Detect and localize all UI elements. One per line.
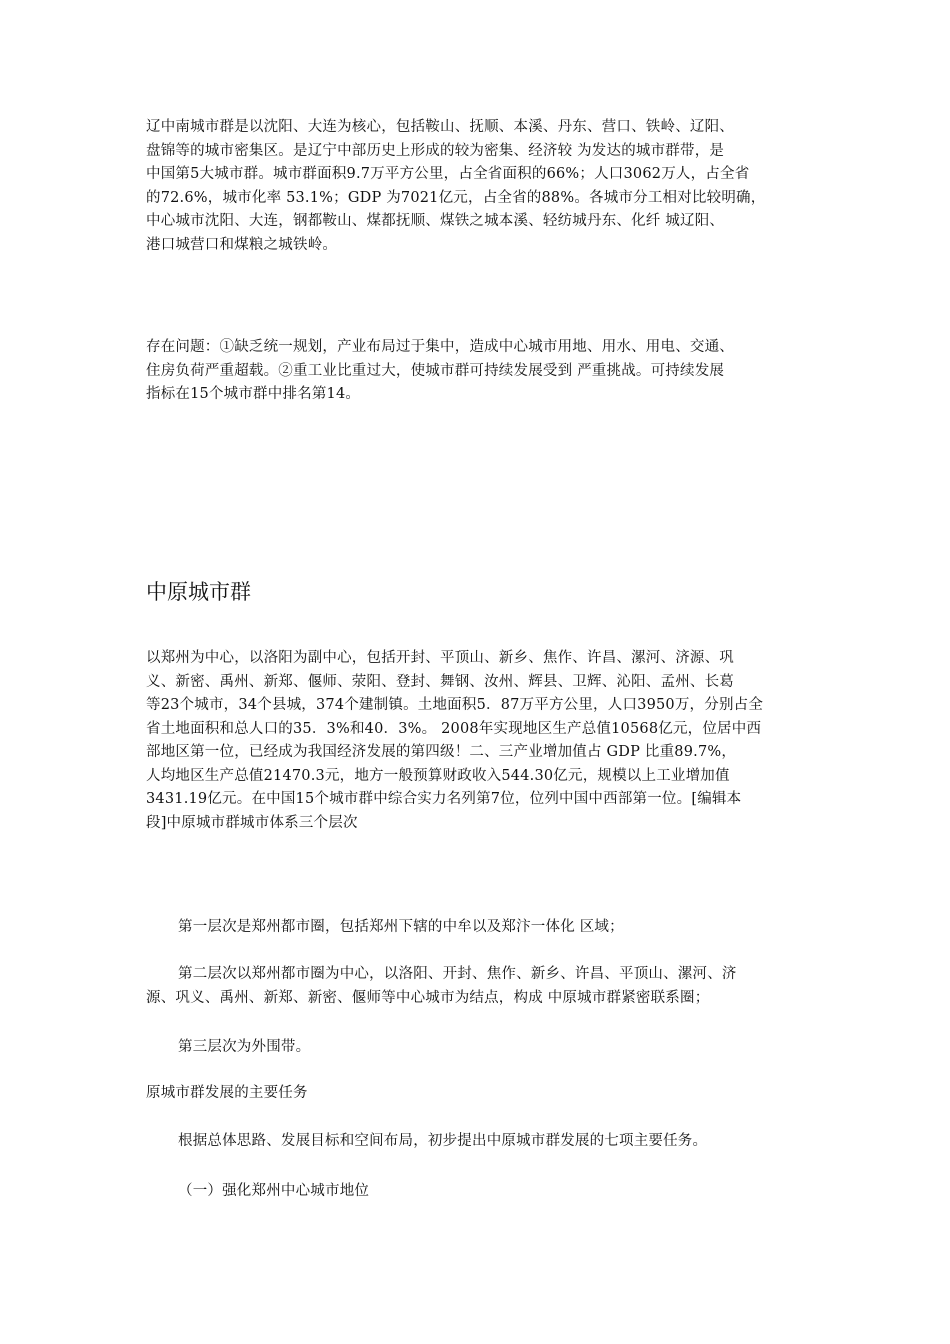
section-heading: 中原城市群 [146,580,251,604]
text-line: 部地区第一位，已经成为我国经济发展的第四级！二、三产业增加值占 GDP 比重89.7%， [146,744,737,760]
layer2-paragraph [146,963,811,1010]
text-line: 以郑州为中心，以洛阳为副中心，包括开封、平顶山、新乡、焦作、许昌、漯河、济源、巩 [146,650,734,666]
subheading: 原城市群发展的主要任务 [146,1085,308,1101]
text-line: 中心城市沈阳、大连，钢都鞍山、煤都抚顺、煤铁之城本溪、轻纺城丹东、化纤 城辽阳、 [146,213,725,229]
text-line: 人均地区生产总值21470.3元，地方一般预算财政收入544.30亿元，规模以上工业增加值 [146,767,730,784]
text-line: 辽中南城市群是以沈阳、大连为核心，包括鞍山、抚顺、本溪、丹东、营口、铁岭、辽阳、 [146,119,734,135]
text-line: 段]中原城市群城市体系三个层次 [146,814,358,831]
tasks-intro-paragraph: 根据总体思路、发展目标和空间布局，初步提出中原城市群发展的七项主要任务。 [178,1133,708,1149]
text-line: 省土地面积和总人口的35．3%和40．3%。 2008年实现地区生产总值10568亿元，位居中西 [146,720,762,737]
task1-heading: （一）强化郑州中心城市地位 [178,1183,370,1199]
layer3-paragraph: 第三层次为外围带。 [178,1039,311,1055]
text-line: 的72.6%，城市化率 53.1%；GDP 为7021亿元，占全省的88%。各城市分工相对比较明确， [146,189,766,206]
text-line: 指标在15个城市群中排名第14。 [146,386,361,402]
zhongyuan-paragraph [146,647,811,835]
text-line: 住房负荷严重超载。②重工业比重过大，使城市群可持续发展受到 严重挑战。可持续发展 [146,362,725,379]
layer1-paragraph: 第一层次是郑州都市圈，包括郑州下辖的中牟以及郑汴一体化 区域； [178,919,624,935]
text-line: 3431.19亿元。在中国15个城市群中综合实力名列第7位，位列中国中西部第一位。[编辑本 [146,791,742,807]
text-line: 等23个城市，34个县城，374个建制镇。土地面积5．87万平方公里，人口3950万，分别占全 [146,697,764,713]
text-line: 义、新密、禹州、新郑、偃师、荥阳、登封、舞钢、汝州、辉县、卫辉、沁阳、孟州、长葛 [146,673,734,690]
text-line: 港口城营口和煤粮之城铁岭。 [146,236,338,253]
text-line: 存在问题：①缺乏统一规划，产业布局过于集中，造成中心城市用地、用水、用电、交通、 [146,339,734,355]
problems-paragraph [146,336,811,407]
text-line: 中国第5大城市群。城市群面积9.7万平方公里，占全省面积的66%；人口3062万人，占全省 [146,166,750,182]
liaozhongnan-paragraph [146,116,811,257]
text-line: 盘锦等的城市密集区。是辽宁中部历史上形成的较为密集、经济较 为发达的城市群带，是 [146,142,725,159]
text-line: 源、巩义、禹州、新郑、新密、偃师等中心城市为结点，构成 中原城市群紧密联系圈； [146,989,710,1006]
text-line: 第二层次以郑州都市圈为中心，以洛阳、开封、焦作、新乡、许昌、平顶山、漯河、济 [178,966,737,982]
